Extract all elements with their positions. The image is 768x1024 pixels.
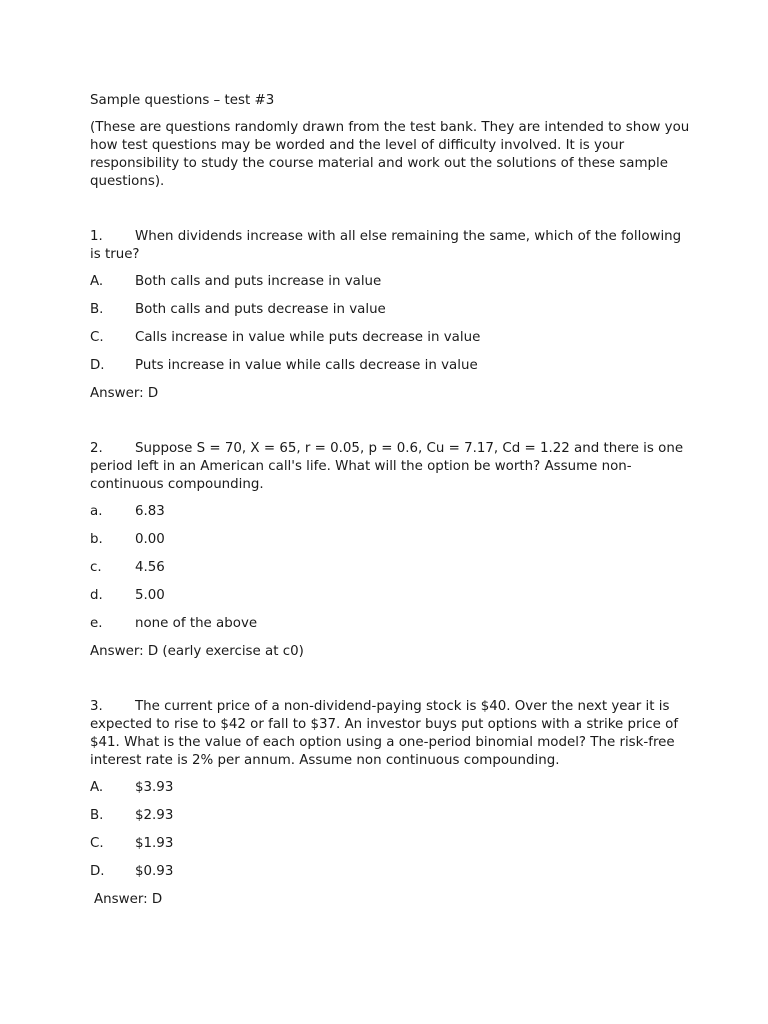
option-item: [90, 357, 690, 375]
option-item: [90, 587, 690, 605]
option-text: 5.00: [135, 588, 165, 603]
option-item: [90, 559, 690, 577]
option-text: Both calls and puts decrease in value: [135, 302, 386, 317]
option-letter: e.: [90, 616, 103, 631]
option-letter: c.: [90, 560, 102, 575]
option-item: [90, 531, 690, 549]
option-text: Puts increase in value while calls decrease in value: [135, 358, 478, 373]
question-number: 3.: [90, 699, 103, 714]
option-text: $3.93: [135, 780, 174, 795]
question-text: Suppose S = 70, X = 65, r = 0.05, p = 0.6, Cu = 7.17, Cd = 1.22 and there is one period left in an American call's life. What will the option be worth? Assume non-continuous compounding.: [90, 441, 684, 492]
question-1: [90, 228, 690, 403]
option-list: [90, 503, 690, 633]
option-letter: A.: [90, 274, 104, 289]
option-letter: a.: [90, 504, 103, 519]
option-text: 6.83: [135, 504, 165, 519]
option-item: [90, 835, 690, 853]
document-page: [90, 92, 690, 946]
document-title: Sample questions – test #3: [90, 93, 275, 108]
option-letter: b.: [90, 532, 103, 547]
option-text: Both calls and puts increase in value: [135, 274, 382, 289]
question-stem: [90, 440, 690, 494]
option-letter: C.: [90, 836, 104, 851]
option-text: none of the above: [135, 616, 258, 631]
option-letter: C.: [90, 330, 104, 345]
option-letter: D.: [90, 864, 105, 879]
option-text: 0.00: [135, 532, 165, 547]
option-letter: B.: [90, 302, 104, 317]
question-number: 1.: [90, 229, 103, 244]
option-letter: A.: [90, 780, 104, 795]
option-letter: D.: [90, 358, 105, 373]
question-text: The current price of a non-dividend-paying stock is $40. Over the next year it is expected to rise to $42 or fall to $37. An investor buys put options with a strike price of $41. What is the value of each option using a one-period binomial model? The risk-free interest rate is 2% per annum. Assume non continuous compounding.: [90, 699, 679, 768]
option-item: [90, 807, 690, 825]
option-text: $2.93: [135, 808, 174, 823]
option-list: [90, 779, 690, 881]
option-letter: d.: [90, 588, 103, 603]
question-stem: [90, 228, 690, 264]
question-text: When dividends increase with all else remaining the same, which of the following is true?: [90, 229, 682, 262]
option-text: Calls increase in value while puts decrease in value: [135, 330, 481, 345]
option-text: $1.93: [135, 836, 174, 851]
option-item: [90, 863, 690, 881]
question-2: [90, 440, 690, 661]
answer-line: Answer: D (early exercise at c0): [90, 644, 304, 659]
option-letter: B.: [90, 808, 104, 823]
option-item: [90, 503, 690, 521]
option-text: 4.56: [135, 560, 165, 575]
option-item: [90, 273, 690, 291]
option-item: [90, 301, 690, 319]
option-list: [90, 273, 690, 375]
document-intro: (These are questions randomly drawn from the test bank. They are intended to show you how test questions may be worded and the level of difficulty involved. It is your responsibility to study the course material and work out the solutions of these sample questions).: [90, 120, 690, 189]
option-item: [90, 779, 690, 797]
question-3: [90, 698, 690, 909]
question-number: 2.: [90, 441, 103, 456]
answer-line: Answer: D: [94, 892, 163, 907]
option-item: [90, 329, 690, 347]
option-text: $0.93: [135, 864, 174, 879]
question-stem: [90, 698, 690, 770]
answer-line: Answer: D: [90, 386, 159, 401]
option-item: [90, 615, 690, 633]
